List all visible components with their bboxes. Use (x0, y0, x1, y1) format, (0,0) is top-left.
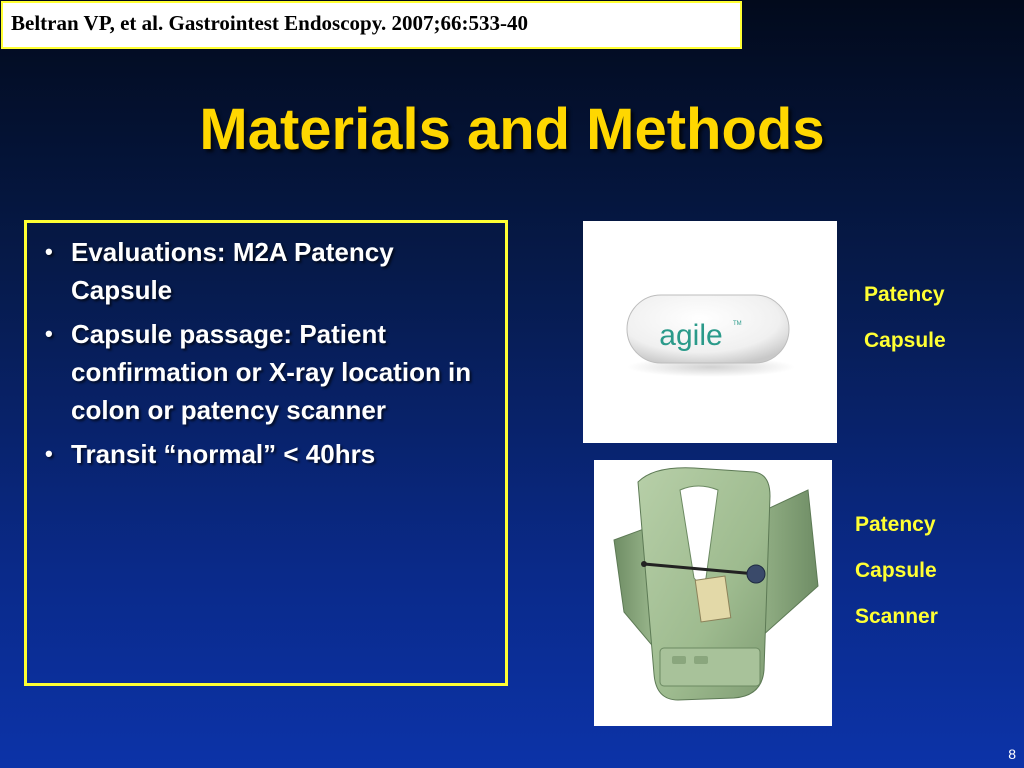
bullet-item (41, 435, 491, 473)
capsule-illustration (583, 221, 837, 443)
patency-scanner-photo (594, 460, 832, 726)
bullet-list (41, 233, 491, 473)
patency-capsule-caption (864, 272, 946, 364)
bullet-item (41, 233, 491, 309)
agile-logo-tm: TM (733, 321, 742, 327)
agile-logo: agile (659, 319, 723, 352)
patency-capsule-photo (583, 221, 837, 443)
bullet-box (24, 220, 508, 686)
bullet-text: Transit “normal” < 40hrs (71, 439, 376, 469)
bullet-dot: • (45, 441, 53, 466)
caption-line: Capsule (864, 329, 946, 352)
patency-scanner-caption (855, 502, 938, 640)
bullet-text: Evaluations: M2A Patency Capsule (71, 237, 394, 305)
citation-text: Beltran VP, et al. Gastrointest Endoscopy. 2007;66:533-40 (11, 11, 529, 35)
slide-title: Materials and Methods (199, 97, 825, 162)
bullet-dot: • (45, 321, 53, 346)
caption-line: Patency (855, 513, 936, 536)
citation-box (1, 1, 742, 49)
scanner-illustration (594, 460, 832, 726)
caption-line: Capsule (855, 559, 937, 582)
bullet-text: Capsule passage: Patient confirmation or X-ray location in colon or patency scanner (71, 319, 472, 425)
caption-line: Scanner (855, 605, 938, 628)
bullet-dot: • (45, 239, 53, 264)
bullet-item (41, 315, 491, 429)
caption-line: Patency (864, 283, 945, 306)
page-number: 8 (1008, 746, 1016, 762)
